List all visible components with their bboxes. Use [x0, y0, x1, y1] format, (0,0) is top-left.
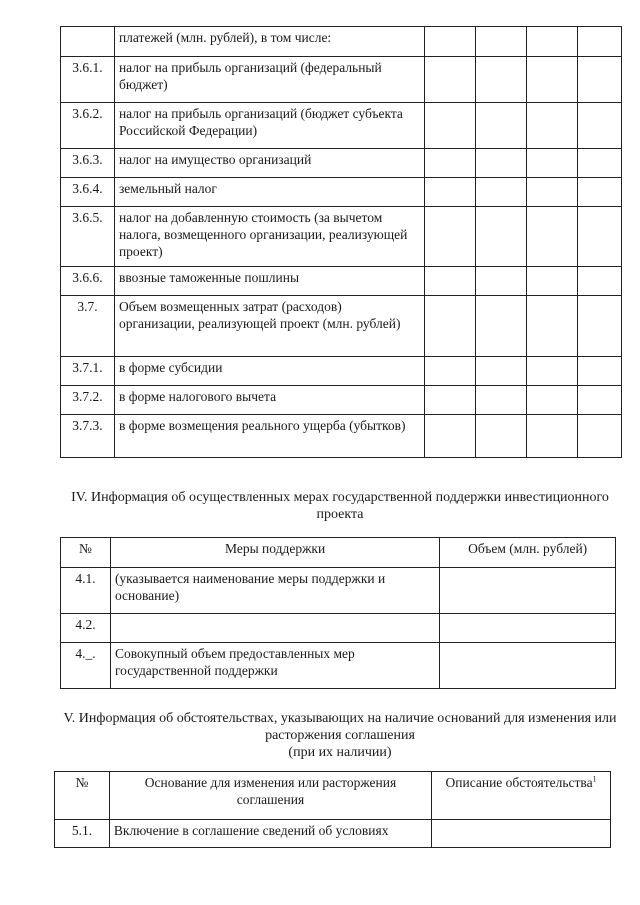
value-cell[interactable]: [527, 207, 578, 267]
row-label: Объем возмещенных затрат (расходов) организации, реализующей проект (млн. рублей): [114, 296, 424, 357]
value-cell[interactable]: [476, 178, 527, 207]
value-cell[interactable]: [476, 57, 527, 103]
value-cell[interactable]: [578, 415, 622, 458]
row-number: 4.2.: [61, 614, 111, 643]
table-row: [61, 614, 616, 643]
value-cell[interactable]: [578, 357, 622, 386]
value-cell[interactable]: [440, 568, 616, 614]
value-cell[interactable]: [425, 267, 476, 296]
value-cell[interactable]: [425, 149, 476, 178]
value-cell[interactable]: [527, 27, 578, 57]
row-number: 5.1.: [55, 820, 110, 848]
value-cell[interactable]: [527, 267, 578, 296]
row-label: платежей (млн. рублей), в том числе:: [114, 27, 424, 57]
value-cell[interactable]: [476, 386, 527, 415]
row-label: налог на прибыль организаций (бюджет субъекта Российской Федерации): [114, 103, 424, 149]
table-row: [61, 386, 622, 415]
table-row: [61, 27, 622, 57]
row-label: (указывается наименование меры поддержки и основание): [110, 568, 439, 614]
row-number: 3.7.2.: [61, 386, 115, 415]
value-cell[interactable]: [476, 357, 527, 386]
row-number: 3.7.1.: [61, 357, 115, 386]
value-cell[interactable]: [578, 267, 622, 296]
value-cell[interactable]: [527, 178, 578, 207]
row-label: в форме налогового вычета: [114, 386, 424, 415]
value-cell[interactable]: [432, 820, 611, 848]
row-number: 3.6.4.: [61, 178, 115, 207]
row-number: 3.6.5.: [61, 207, 115, 267]
support-measures-table: [60, 537, 616, 689]
table-row: [61, 207, 622, 267]
value-cell[interactable]: [476, 149, 527, 178]
value-cell[interactable]: [578, 103, 622, 149]
row-number: 3.6.6.: [61, 267, 115, 296]
value-cell[interactable]: [425, 103, 476, 149]
row-number: 3.7.3.: [61, 415, 115, 458]
value-cell[interactable]: [578, 178, 622, 207]
value-cell[interactable]: [425, 57, 476, 103]
table-row: [61, 178, 622, 207]
section-5-subtitle: (при их наличии): [288, 745, 392, 760]
value-cell[interactable]: [527, 103, 578, 149]
circumstances-table: [54, 771, 611, 848]
row-label: земельный налог: [114, 178, 424, 207]
row-number: 3.6.2.: [61, 103, 115, 149]
value-cell[interactable]: [578, 296, 622, 357]
table-row: [61, 57, 622, 103]
value-cell[interactable]: [578, 386, 622, 415]
value-cell[interactable]: [476, 27, 527, 57]
value-cell[interactable]: [425, 357, 476, 386]
row-number: 4.1.: [61, 568, 111, 614]
column-header-description: [432, 772, 611, 820]
row-label: в форме субсидии: [114, 357, 424, 386]
value-cell[interactable]: [425, 386, 476, 415]
value-cell[interactable]: [578, 207, 622, 267]
table-row: [61, 149, 622, 178]
value-cell[interactable]: [578, 27, 622, 57]
column-header-description-label: Описание обстоятельства: [445, 775, 593, 790]
value-cell[interactable]: [527, 386, 578, 415]
value-cell[interactable]: [425, 415, 476, 458]
row-label: в форме возмещения реального ущерба (убытков): [114, 415, 424, 458]
row-number: 3.6.1.: [61, 57, 115, 103]
value-cell[interactable]: [440, 643, 616, 689]
row-number: [61, 27, 115, 57]
table-row: [61, 643, 616, 689]
value-cell[interactable]: [476, 207, 527, 267]
table-row: [55, 820, 611, 848]
value-cell[interactable]: [527, 357, 578, 386]
value-cell[interactable]: [476, 103, 527, 149]
section-5-title: V. Информация об обстоятельствах, указывающих на наличие оснований для изменения или расторжения соглашения: [63, 711, 617, 743]
table-row: [61, 103, 622, 149]
row-label: Включение в соглашение сведений об условиях: [109, 820, 431, 848]
section-4-title: IV. Информация об осуществленных мерах государственной поддержки инвестиционного проекта: [71, 490, 609, 522]
value-cell[interactable]: [425, 207, 476, 267]
value-cell[interactable]: [476, 267, 527, 296]
value-cell[interactable]: [527, 57, 578, 103]
table-row: [61, 357, 622, 386]
table-header-row: [61, 538, 616, 568]
row-number: 4._.: [61, 643, 111, 689]
value-cell[interactable]: [476, 296, 527, 357]
value-cell[interactable]: [425, 296, 476, 357]
column-header-basis: Основание для изменения или расторжения соглашения: [109, 772, 431, 820]
row-label: налог на прибыль организаций (федеральный бюджет): [114, 57, 424, 103]
footnote-mark[interactable]: 1: [592, 774, 597, 784]
value-cell[interactable]: [527, 149, 578, 178]
table-row: [61, 267, 622, 296]
table-row: [61, 296, 622, 357]
column-header-number: №: [55, 772, 110, 820]
value-cell[interactable]: [425, 178, 476, 207]
table-row: [61, 568, 616, 614]
row-number: 3.6.3.: [61, 149, 115, 178]
row-number: 3.7.: [61, 296, 115, 357]
row-label: Совокупный объем предоставленных мер государственной поддержки: [110, 643, 439, 689]
table-header-row: [55, 772, 611, 820]
row-label: ввозные таможенные пошлины: [114, 267, 424, 296]
row-label: налог на добавленную стоимость (за вычетом налога, возмещенного организации, реализующей проект): [114, 207, 424, 267]
value-cell[interactable]: [476, 415, 527, 458]
row-label[interactable]: [110, 614, 439, 643]
value-cell[interactable]: [425, 27, 476, 57]
value-cell[interactable]: [527, 296, 578, 357]
row-label: налог на имущество организаций: [114, 149, 424, 178]
value-cell[interactable]: [440, 614, 616, 643]
column-header-number: №: [61, 538, 111, 568]
column-header-measures: Меры поддержки: [110, 538, 439, 568]
value-cell[interactable]: [527, 415, 578, 458]
table-row: [61, 415, 622, 458]
value-cell[interactable]: [578, 57, 622, 103]
value-cell[interactable]: [578, 149, 622, 178]
section-5-title-block: [60, 710, 620, 761]
investment-indicators-table: [60, 26, 622, 458]
column-header-volume: Объем (млн. рублей): [440, 538, 616, 568]
